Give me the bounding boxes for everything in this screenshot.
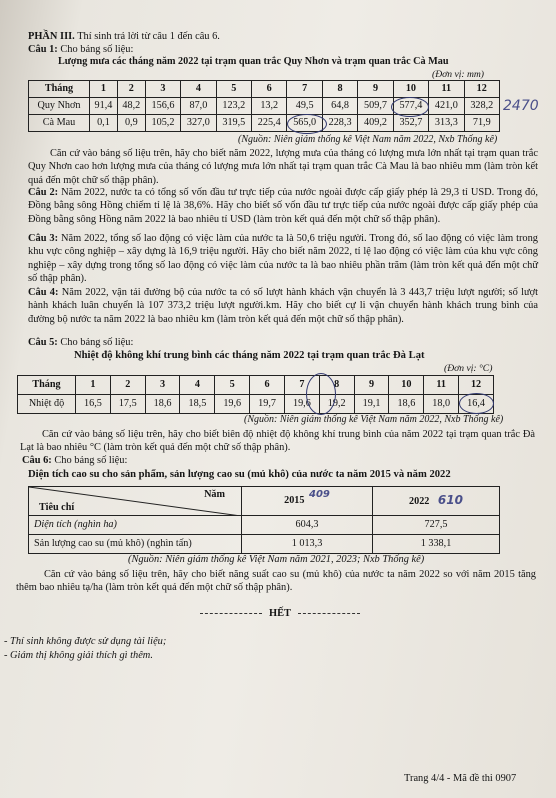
note-line: - Thí sinh không được sử dụng tài liệu; bbox=[4, 636, 167, 647]
table-cell: 509,7 bbox=[358, 98, 393, 115]
month-cell: 6 bbox=[252, 81, 287, 98]
end-marker bbox=[170, 607, 390, 620]
month-cell: 8 bbox=[319, 376, 354, 395]
table-cell: 18,5 bbox=[180, 395, 215, 414]
q6-source: (Nguồn: Niên giám thống kê Việt Nam năm 2021, 2023; Nxb Thống kê) bbox=[128, 554, 425, 565]
end-label: HẾT bbox=[269, 608, 291, 619]
q3-label: Câu 3: bbox=[28, 233, 59, 244]
q4-label: Câu 4: bbox=[28, 287, 59, 298]
month-cell: 9 bbox=[354, 376, 389, 395]
row-label: Diện tích (nghìn ha) bbox=[29, 516, 242, 535]
table-cell: 0,1 bbox=[90, 115, 118, 132]
table-cell: 327,0 bbox=[181, 115, 216, 132]
table-cell: 19,6 bbox=[284, 395, 319, 414]
year-label: 2022 bbox=[409, 496, 430, 508]
month-cell: 5 bbox=[215, 376, 250, 395]
q1-table-title: Lượng mưa các tháng năm 2022 tại trạm quan trắc Quy Nhơn và trạm quan trắc Cà Mau bbox=[58, 56, 449, 67]
month-cell: 3 bbox=[145, 376, 180, 395]
month-cell: 12 bbox=[459, 376, 494, 395]
table-cell: 604,3 bbox=[242, 516, 373, 535]
q5-unit: (Đơn vị: °C) bbox=[444, 363, 493, 374]
table-row bbox=[18, 395, 494, 414]
q2-label: Câu 2: bbox=[28, 187, 59, 198]
q4-block bbox=[28, 286, 538, 326]
month-cell: 1 bbox=[90, 81, 118, 98]
corner-criteria-label: Tiêu chí bbox=[39, 501, 75, 513]
row-label: Nhiệt độ bbox=[18, 395, 76, 414]
pen-circle-mark bbox=[391, 97, 429, 117]
row-label: Quy Nhơn bbox=[29, 98, 90, 115]
table-cell: 87,0 bbox=[181, 98, 216, 115]
table-cell: 156,6 bbox=[145, 98, 180, 115]
month-cell: 3 bbox=[145, 81, 180, 98]
year-label: 2015 bbox=[284, 495, 305, 507]
table-cell: 1 338,1 bbox=[373, 535, 500, 554]
rubber-table bbox=[28, 486, 500, 554]
q2-block bbox=[28, 186, 538, 226]
handwritten-note: 409 bbox=[309, 489, 330, 501]
table-cell: 0,9 bbox=[117, 115, 145, 132]
month-cell: 9 bbox=[358, 81, 393, 98]
table-cell: 16,5 bbox=[76, 395, 111, 414]
corner-cell bbox=[29, 487, 242, 516]
handwritten-note: 2470 bbox=[503, 98, 539, 114]
page-footer: Trang 4/4 - Mã đề thi 0907 bbox=[404, 773, 517, 784]
table-cell: 565,0 bbox=[287, 115, 322, 132]
table-cell: 19,7 bbox=[250, 395, 285, 414]
q6-intro: Cho bảng số liệu: bbox=[54, 455, 128, 466]
row-label: Cà Mau bbox=[29, 115, 90, 132]
table-cell: 319,5 bbox=[216, 115, 251, 132]
table-cell: 1 013,3 bbox=[242, 535, 373, 554]
pen-circle-mark bbox=[459, 393, 494, 414]
table-cell: 19,2 bbox=[319, 395, 354, 414]
q1-label: Câu 1: bbox=[28, 44, 58, 55]
q1-intro: Cho bảng số liệu: bbox=[60, 44, 134, 55]
table-cell: 13,2 bbox=[252, 98, 287, 115]
q5-intro-line bbox=[28, 336, 133, 349]
table-header-cell: Tháng bbox=[29, 81, 90, 98]
q5-table-title: Nhiệt độ không khí trung bình các tháng năm 2022 tại trạm quan trắc Đà Lạt bbox=[74, 350, 425, 361]
table-cell: 17,5 bbox=[110, 395, 145, 414]
month-cell: 6 bbox=[250, 376, 285, 395]
section-title: PHẦN III. bbox=[28, 31, 75, 42]
month-cell: 7 bbox=[284, 376, 319, 395]
q3-block bbox=[28, 232, 538, 285]
end-divider bbox=[200, 613, 262, 614]
table-cell: 18,0 bbox=[424, 395, 459, 414]
table-cell: 228,3 bbox=[322, 115, 357, 132]
handwritten-note: 610 bbox=[437, 493, 463, 508]
q5-source: (Nguồn: Niên giám thống kê Việt Nam năm 2022, Nxb Thống kê) bbox=[244, 414, 504, 425]
year-cell bbox=[242, 487, 373, 516]
q6-label: Câu 6: bbox=[22, 455, 52, 466]
q4-text: Năm 2022, vận tải đường bộ của nước ta có số lượt hành khách vận chuyển là 3 443,7 triệu lượt người; số lượt hành khách luân chuyển là 107 373,2 triệu lượt người.km. Hãy cho biết cự li vận chuyển hành khách trung bình của đường bộ nước ta năm 2022 là bao nhiêu km (làm tròn kết quả đến một chữ số thập phân). bbox=[28, 287, 538, 325]
month-cell: 4 bbox=[181, 81, 216, 98]
table-cell: 16,4 bbox=[459, 395, 494, 414]
table-cell: 71,9 bbox=[464, 115, 499, 132]
month-cell: 12 bbox=[464, 81, 499, 98]
q5-label: Câu 5: bbox=[28, 337, 58, 348]
table-cell: 328,2 bbox=[464, 98, 499, 115]
table-cell: 18,6 bbox=[389, 395, 424, 414]
table-row bbox=[29, 516, 500, 535]
month-cell: 10 bbox=[389, 376, 424, 395]
q5-intro: Cho bảng số liệu: bbox=[60, 337, 134, 348]
table-row bbox=[29, 115, 500, 132]
month-cell: 11 bbox=[429, 81, 464, 98]
month-cell: 10 bbox=[393, 81, 428, 98]
pen-circle-mark bbox=[287, 114, 327, 134]
section-header bbox=[28, 30, 538, 43]
table-cell: 409,2 bbox=[358, 115, 393, 132]
month-cell: 7 bbox=[287, 81, 322, 98]
q1-question: Căn cứ vào bảng số liệu trên, hãy cho biết năm 2022, lượng mưa của tháng có lượng mưa lớn nhất tại trạm quan trắc Quy Nhơn cao hơn lượng mưa của tháng có lượng mưa lớn nhất tại trạm quan trắc Cà Mau là bao nhiêu mm (làm tròn kết quả đến một chữ số thập phân). bbox=[28, 148, 538, 186]
q6-intro-line bbox=[22, 454, 127, 467]
table-cell: 225,4 bbox=[252, 115, 287, 132]
table-header-row bbox=[29, 487, 500, 516]
table-header-row bbox=[18, 376, 494, 395]
q1-unit: (Đơn vị: mm) bbox=[432, 69, 485, 80]
table-header-row bbox=[29, 81, 500, 98]
month-cell: 4 bbox=[180, 376, 215, 395]
table-cell: 19,1 bbox=[354, 395, 389, 414]
rainfall-table bbox=[28, 80, 500, 132]
temperature-table bbox=[17, 375, 494, 414]
month-cell: 5 bbox=[216, 81, 251, 98]
month-cell: 2 bbox=[110, 376, 145, 395]
table-cell: 577,4 bbox=[393, 98, 428, 115]
table-header-cell: Tháng bbox=[18, 376, 76, 395]
month-cell: 11 bbox=[424, 376, 459, 395]
pen-circle-mark bbox=[306, 373, 336, 415]
end-divider bbox=[298, 613, 360, 614]
table-cell: 123,2 bbox=[216, 98, 251, 115]
year-cell bbox=[373, 487, 500, 516]
table-cell: 49,5 bbox=[287, 98, 322, 115]
table-cell: 727,5 bbox=[373, 516, 500, 535]
note-line: - Giám thị không giải thích gì thêm. bbox=[4, 650, 153, 661]
table-cell: 313,3 bbox=[429, 115, 464, 132]
table-cell: 91,4 bbox=[90, 98, 118, 115]
month-cell: 8 bbox=[322, 81, 357, 98]
month-cell: 1 bbox=[76, 376, 111, 395]
corner-year-label: Năm bbox=[204, 489, 225, 500]
q6-question: Căn cứ vào bảng số liệu trên, hãy cho biết năng suất cao su (mủ khô) của nước ta năm 2022 so với năm 2015 tăng thêm bao nhiêu tạ/ha (làm tròn kết quả đến một chữ số thập phân). bbox=[16, 569, 536, 594]
table-row bbox=[29, 535, 500, 554]
table-cell: 352,7 bbox=[393, 115, 428, 132]
q2-text: Năm 2022, nước ta có tổng số vốn đầu tư trực tiếp của nước ngoài được cấp giấy phép là 29,3 tỉ USD. Trong đó, Đồng bằng sông Hồng chiếm tỉ lệ là 38,6%. Hãy cho biết số vốn đầu tư trực tiếp của nước ngoài được cấp giấy phép của Đồng bằng sông Hồng năm 2022 là bao nhiêu tỉ USD (làm tròn kết quả đến một chữ số thập phân). bbox=[28, 187, 538, 225]
table-cell: 48,2 bbox=[117, 98, 145, 115]
table-cell: 18,6 bbox=[145, 395, 180, 414]
table-cell: 421,0 bbox=[429, 98, 464, 115]
table-cell: 64,8 bbox=[322, 98, 357, 115]
row-label: Sản lượng cao su (mủ khô) (nghìn tấn) bbox=[29, 535, 242, 554]
table-cell: 105,2 bbox=[145, 115, 180, 132]
month-cell: 2 bbox=[117, 81, 145, 98]
q5-question: Căn cứ vào bảng số liệu trên, hãy cho biết biên độ nhiệt độ không khí trung bình của năm 2022 tại trạm quan trắc Đà Lạt là bao nhiêu °C (làm tròn kết quả đến một chữ số thập phân). bbox=[20, 429, 535, 454]
q3-text: Năm 2022, tổng số lao động có việc làm của nước ta là 50,6 triệu người. Trong đó, số lao động có việc làm trong khu vực công nghiệp – xây dựng là 16,9 triệu người. Hãy cho biết năm 2022, tỉ lệ lao động có việc làm của khu vực công nghiệp – xây dựng trong tổng số lao động có việc làm của nước ta là bao nhiêu phần trăm (làm tròn kết quả đến một chữ số thập phân). bbox=[28, 233, 539, 284]
q6-table-title: Diện tích cao su cho sản phẩm, sản lượng cao su (mủ khô) của nước ta năm 2015 và năm 2022 bbox=[28, 469, 451, 480]
section-instruction: Thí sinh trả lời từ câu 1 đến câu 6. bbox=[77, 31, 220, 42]
table-cell: 19,6 bbox=[215, 395, 250, 414]
q1-source: (Nguồn: Niên giám thống kê Việt Nam năm 2022, Nxb Thống kê) bbox=[238, 134, 498, 145]
